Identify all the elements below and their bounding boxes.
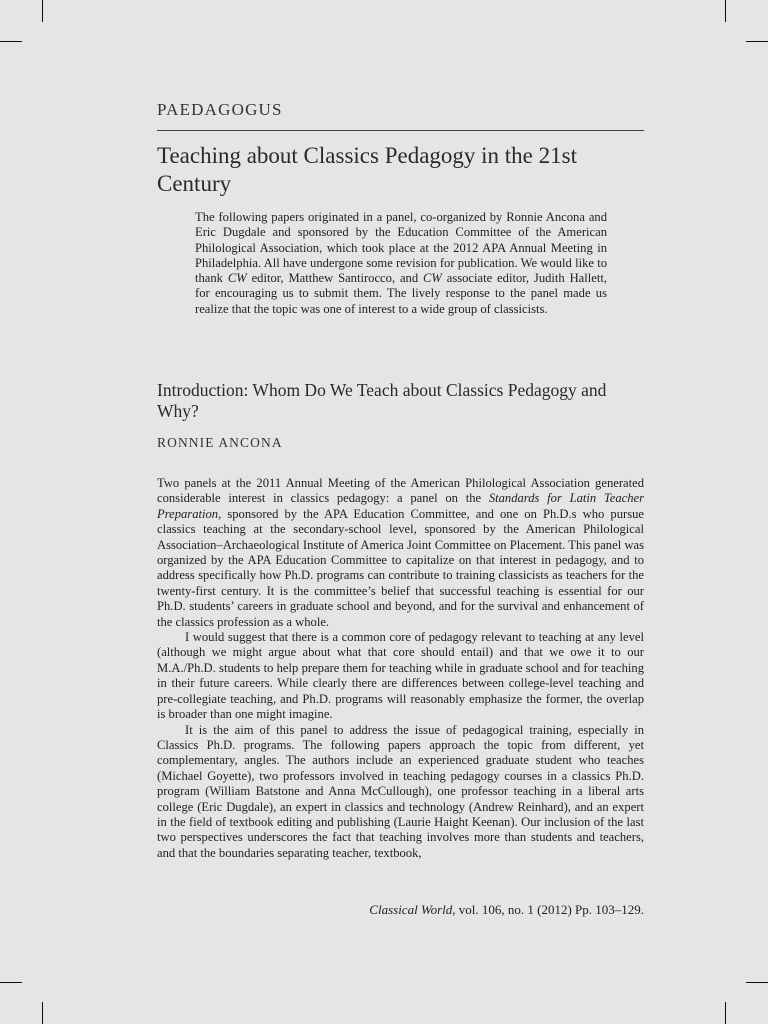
- section-subtitle: Introduction: Whom Do We Teach about Classics Pedagogy and Why?: [157, 380, 607, 421]
- crop-mark-bottom-left: [42, 1002, 43, 1024]
- intro-note-italic-1: CW: [227, 271, 247, 286]
- author-name: RONNIE ANCONA: [157, 435, 283, 450]
- intro-note-text-1: The following papers originated in a panel, co-organized by Ronnie Ancona and Eric Dugdale and sponsored by the Education Committee of the American Philological Association, which took place at the 2012 APA Annual Meeting in Philadelphia. All have undergone some revision for publication. We would like to thank: [195, 210, 607, 286]
- crop-mark-bottom-left-h: [0, 982, 22, 983]
- intro-note-text-2: editor, Matthew Santirocco, and: [246, 271, 423, 286]
- crop-mark-top-right: [725, 0, 726, 22]
- paragraph-1-text-1: Two panels at the 2011 Annual Meeting of the American Philological Association generated considerable interest in classics pedagogy: a panel on the: [157, 476, 644, 506]
- journal-citation: [369, 902, 644, 918]
- crop-mark-top-left-h: [0, 41, 22, 42]
- crop-mark-bottom-right: [725, 1002, 726, 1024]
- intro-note-italic-2: CW: [423, 271, 442, 286]
- paragraph-1-italic: Standards for Latin Teacher Preparation: [157, 491, 645, 521]
- header-rule: [157, 130, 644, 131]
- body-text: [157, 476, 644, 861]
- section-label: PAEDAGOGUS: [157, 100, 283, 119]
- intro-note-text-3: associate editor, Judith Hallett, for encouraging us to submit them. The lively response to the panel made us realize that the topic was one of interest to a wide group of classicists.: [195, 271, 607, 316]
- paragraph-3: It is the aim of this panel to address the issue of pedagogical training, especially in Classics Ph.D. programs. The following papers approach the topic from different, yet complementary, angles. The authors include an experienced graduate student who teaches (Michael Goyette), two professors involved in teaching pedagogy courses in a classics Ph.D. program (William Batstone and Anna McCullough), one professor teaching in a liberal arts college (Eric Dugdale), an expert in classics and technology (Andrew Reinhard), and an expert in the field of textbook editing and publishing (Laurie Haight Keenan). Our inclusion of the last two perspectives underscores the fact that teaching involves more than students and teachers, and that the boundaries separating teacher, textbook,: [157, 722, 644, 860]
- intro-note: [195, 210, 607, 317]
- crop-mark-top-left: [42, 0, 43, 22]
- crop-mark-top-right-h: [746, 41, 768, 42]
- citation-journal: Classical World: [369, 902, 453, 917]
- paragraph-1: [157, 476, 644, 630]
- crop-mark-bottom-right-h: [746, 982, 768, 983]
- article-title: Teaching about Classics Pedagogy in the 21st Century: [157, 143, 577, 196]
- citation-details: , vol. 106, no. 1 (2012) Pp. 103–129.: [452, 902, 644, 917]
- paragraph-2: I would suggest that there is a common core of pedagogy relevant to teaching at any level (although we might argue about what that core should entail) and that we owe it to our M.A./Ph.D. students to help prepare them for teaching while in graduate school and for teaching in their future careers. While clearly there are differences between college-level teaching and pre-collegiate teaching, and Ph.D. programs will reasonably emphasize the former, the overlap is broader than one might imagine.: [157, 630, 644, 722]
- paragraph-1-text-2: , sponsored by the APA Education Committee, and one on Ph.D.s who pursue classics teaching at the secondary-school level, sponsored by the American Philological Association–Archaeological Institute of America Joint Committee on Placement. This panel was organized by the APA Education Committee to capitalize on that interest in pedagogy, and to address specifically how Ph.D. programs can contribute to training classicists as teachers for the twenty-first century. It is the committee’s belief that successful teaching is essential for our Ph.D. students’ careers in graduate school and beyond, and for the survival and enhancement of the classics profession as a whole.: [157, 506, 644, 629]
